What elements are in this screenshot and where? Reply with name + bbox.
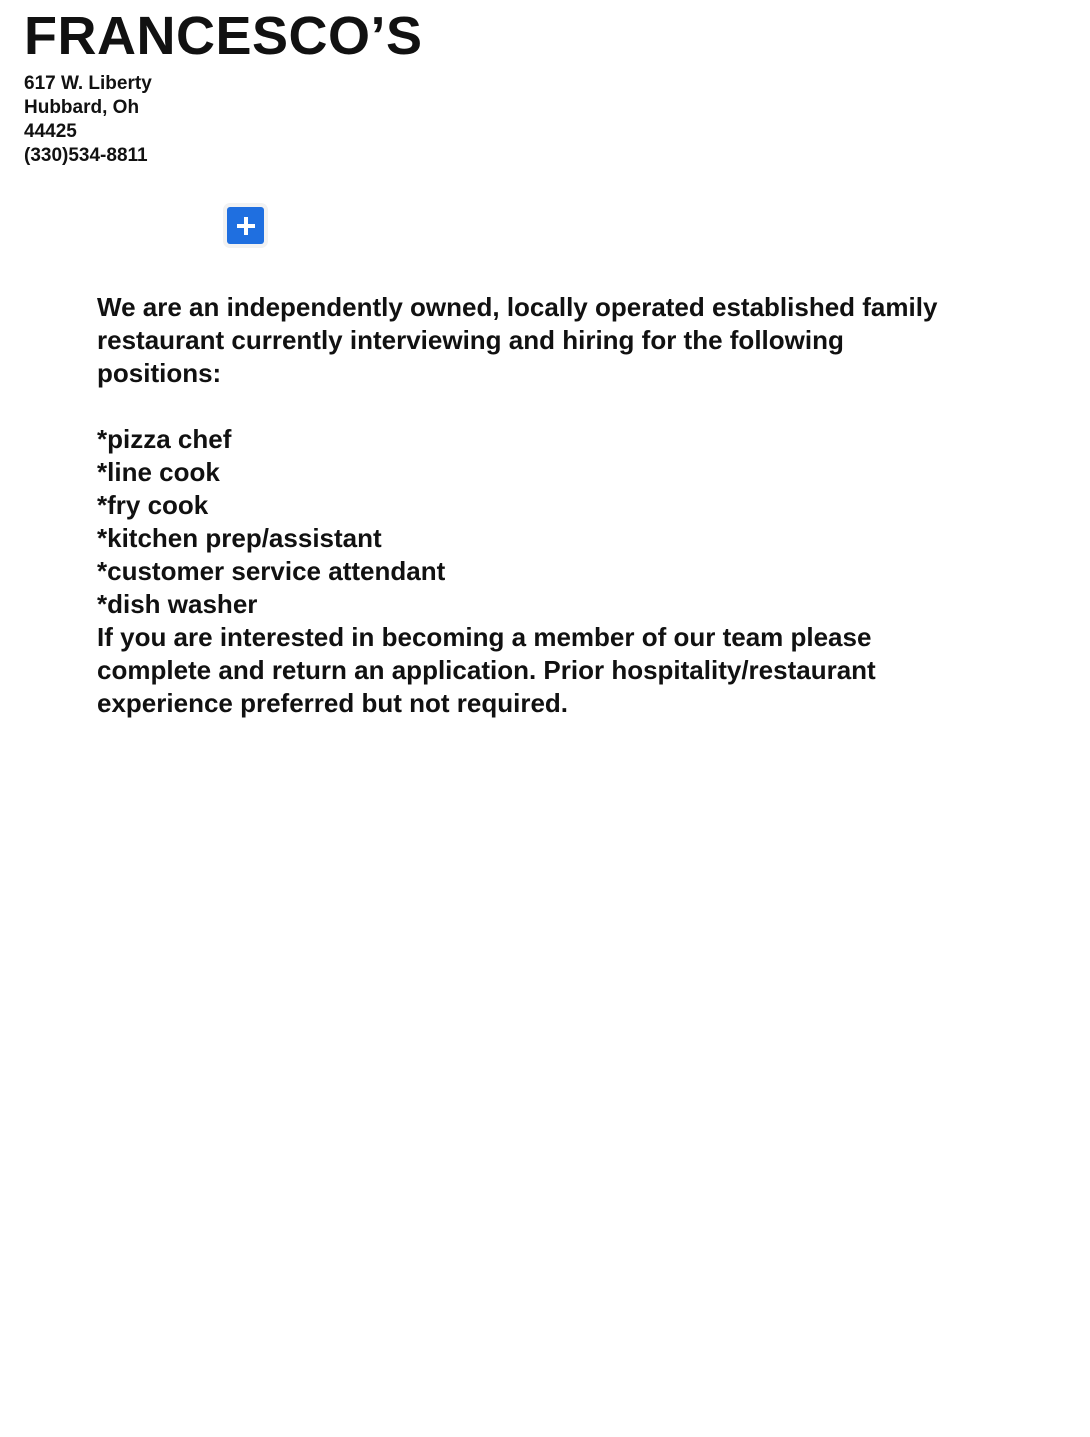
address-city: Hubbard, Oh (24, 97, 140, 118)
position-item: *line cook (97, 457, 220, 487)
add-button[interactable] (227, 207, 264, 244)
position-item: *fry cook (97, 490, 209, 520)
phone-number: (330)534-8811 (24, 145, 148, 166)
position-item: *customer service attendant (97, 556, 446, 586)
closing-paragraph: If you are interested in becoming a member of our team please complete and return an application. Prior hospitality/restaurant experience preferred but not required. (97, 622, 876, 718)
address-street: 617 W. Liberty (24, 73, 152, 94)
header (24, 6, 423, 168)
restaurant-name: FRANCESCO’S (24, 6, 423, 66)
address-block (24, 72, 423, 168)
position-item: *pizza chef (97, 424, 232, 454)
intro-paragraph: We are an independently owned, locally operated established family restaurant currently interviewing and hiring for the following positions: (97, 292, 938, 388)
job-posting (97, 291, 957, 720)
position-item: *dish washer (97, 589, 258, 619)
position-item: *kitchen prep/assistant (97, 523, 382, 553)
plus-icon (235, 215, 257, 237)
address-zip: 44425 (24, 121, 77, 142)
positions-list (97, 423, 957, 621)
